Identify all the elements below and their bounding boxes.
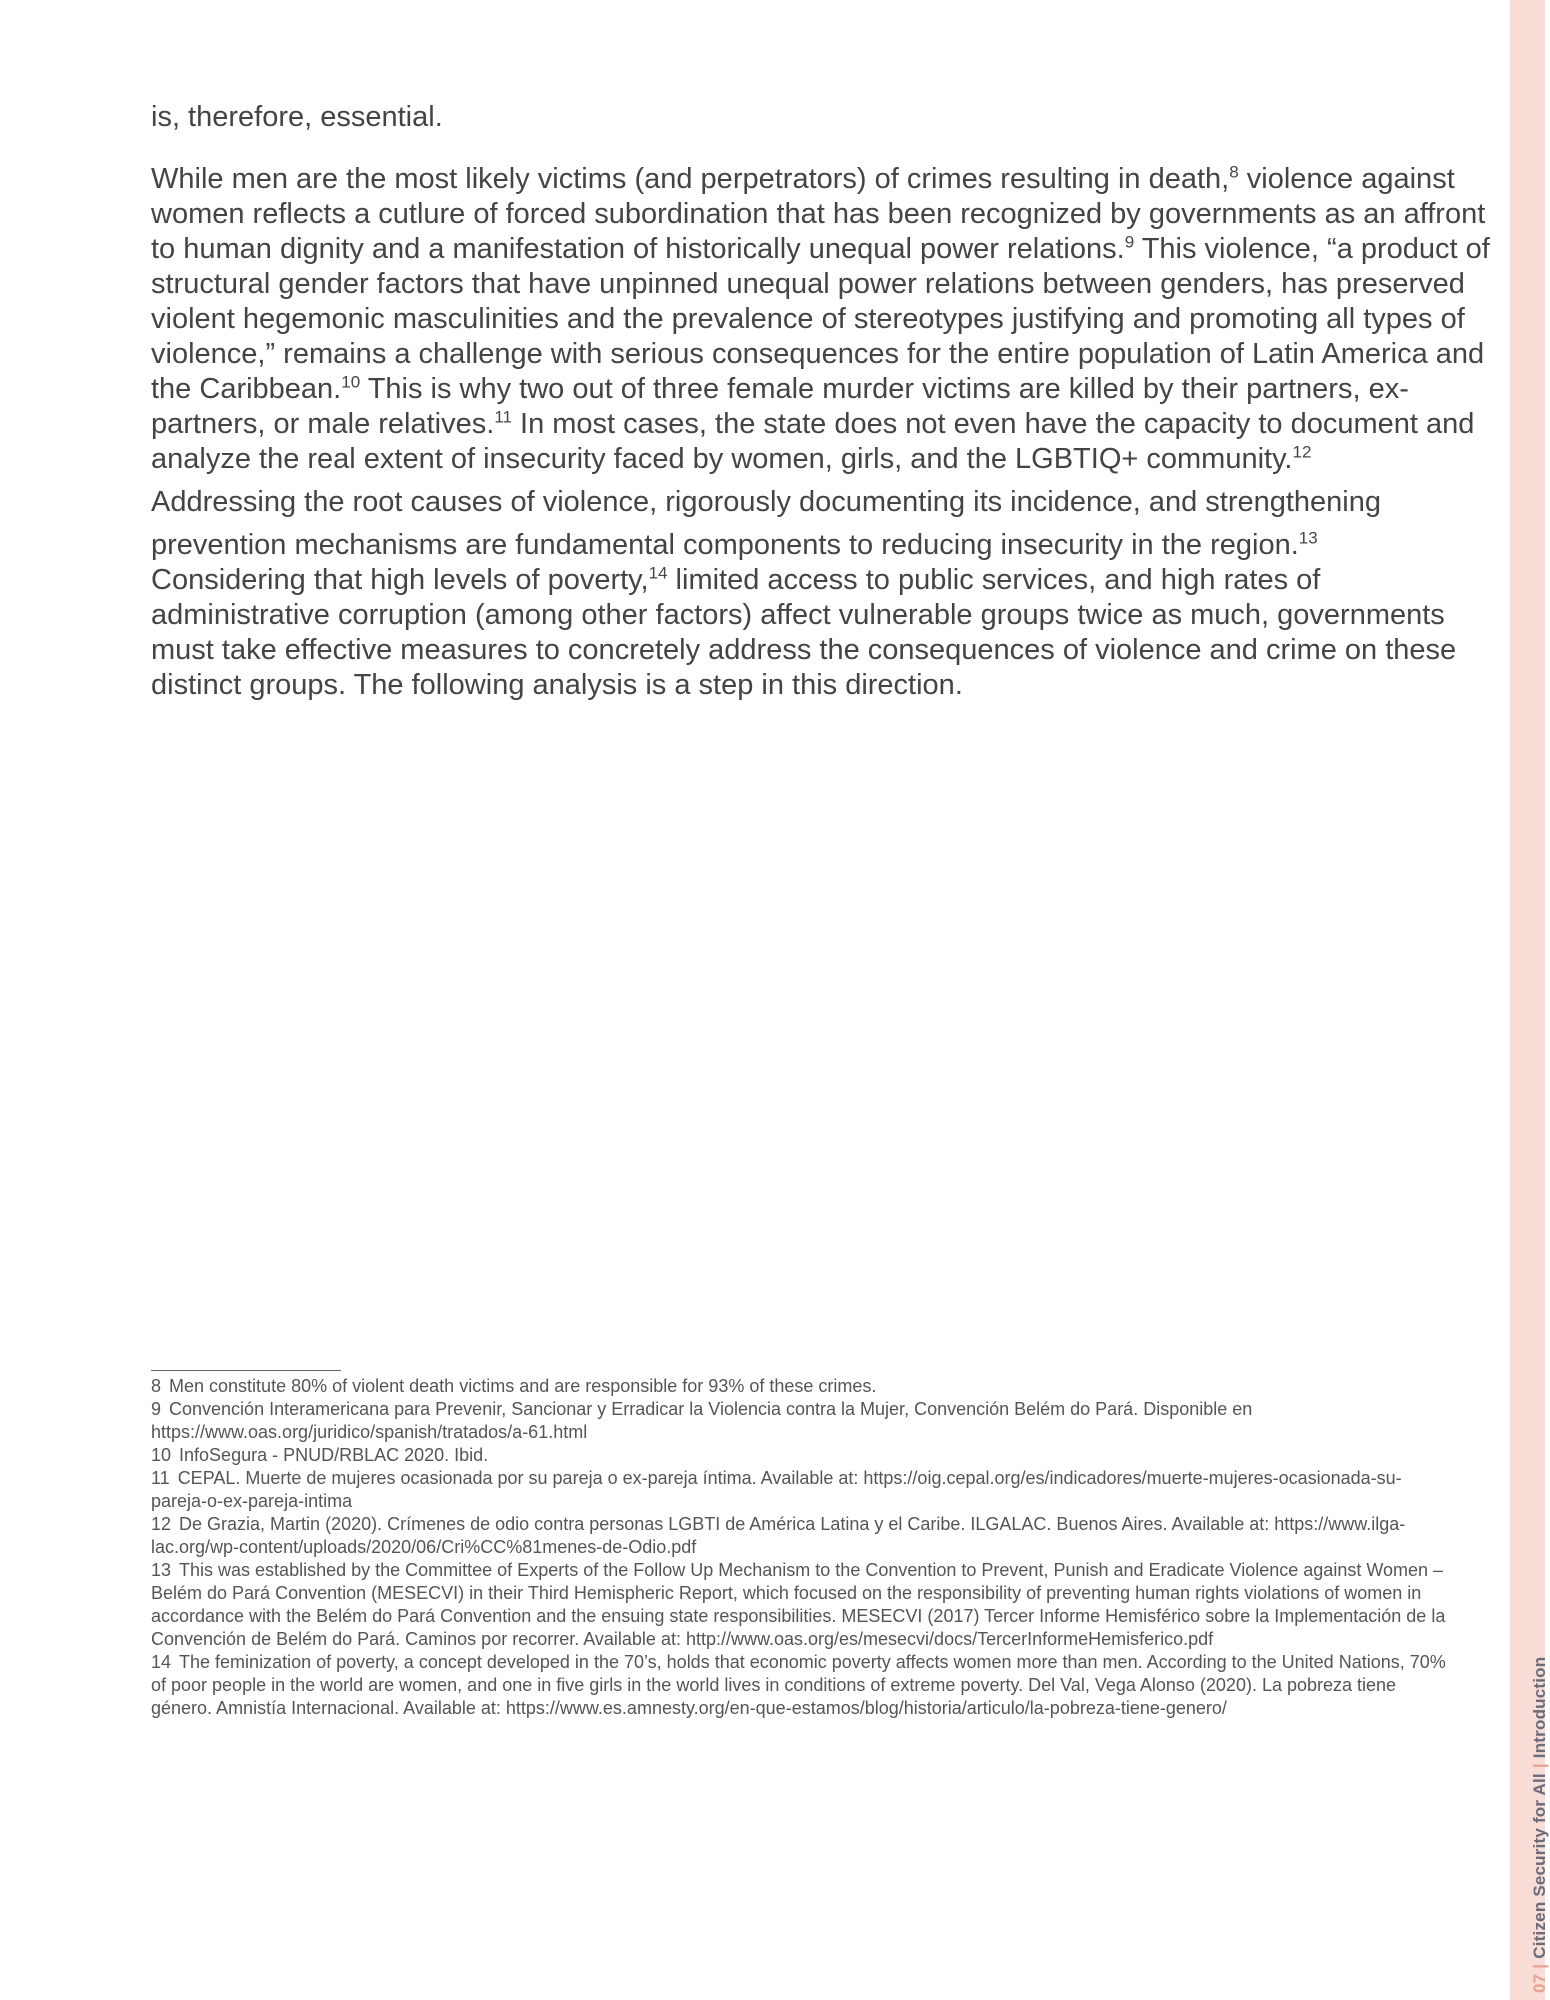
text-run: limited access to public services, and high rates of administrative corruption (among other factors) affect vulnerable groups twice as much, governments must take effective measures to concretely address the consequences of violence and crime on these distinct groups. The following analysis is a step in this direction.: [151, 564, 1457, 701]
footnote-8: [151, 1375, 1451, 1398]
footnote-text: CEPAL. Muerte de mujeres ocasionada por su pareja o ex-pareja íntima. Available at: https://oig.cepal.org/es/indicadores/muerte-mujeres-ocasionada-su-pareja-o-ex-pareja-intima: [151, 1468, 1402, 1511]
footnote-text: The feminization of poverty, a concept developed in the 70’s, holds that economic poverty affects women more than men. According to the United Nations, 70% of poor people in the world are women, and one in five girls in the world lives in conditions of extreme poverty. Del Val, Vega Alonso (2020). La pobreza tiene género. Amnistía Internacional. Available at: https://www.es.amnesty.org/en-que-estamos/blog/historia/articulo/la-pobreza-tiene-genero/: [151, 1652, 1446, 1718]
footnote-ref-9[interactable]: 9: [1124, 232, 1135, 252]
footnote-ref-11[interactable]: 11: [494, 407, 512, 427]
paragraph-root-causes: [151, 528, 1506, 703]
text-run: Considering that high levels of poverty,: [151, 564, 649, 596]
footnote-divider: [151, 1370, 341, 1371]
footnote-text: De Grazia, Martin (2020). Crímenes de odio contra personas LGBTI de América Latina y el Caribe. ILGALAC. Buenos Aires. Available at: https://www.ilga-lac.org/wp-content/uploads/2020/06/Cri%CC%81menes-de-Odio.pdf: [151, 1514, 1406, 1557]
footnote-ref-13[interactable]: 13: [1298, 528, 1318, 548]
footnote-11: [151, 1467, 1451, 1513]
separator: |: [1530, 1963, 1549, 1969]
footnote-ref-14[interactable]: 14: [648, 563, 668, 583]
paragraph-root-causes-line1: Addressing the root causes of violence, rigorously documenting its incidence, and strengthening: [151, 486, 1382, 518]
footnote-number: 14: [151, 1652, 172, 1672]
text-run: violence against women reflects a cutlure of forced subordination that has been recognized by governments as an affront to human dignity and a manifestation of historically unequal power relations.: [151, 163, 1486, 265]
footnote-number: 13: [151, 1560, 172, 1580]
footnote-text: Convención Interamericana para Prevenir, Sancionar y Erradicar la Violencia contra la Mujer, Convención Belém do Pará. Disponible en https://www.oas.org/juridico/spanish/tratados/a-61.html: [151, 1399, 1253, 1442]
separator: |: [1530, 1763, 1549, 1769]
footnote-12: [151, 1513, 1451, 1559]
footnote-14: [151, 1651, 1451, 1720]
footnote-10: [151, 1444, 1451, 1467]
footnote-ref-8[interactable]: 8: [1229, 162, 1239, 182]
footnotes-section: [151, 1370, 1451, 1720]
footnote-ref-10[interactable]: 10: [341, 372, 361, 392]
footnote-text: Men constitute 80% of violent death victims and are responsible for 93% of these crimes.: [169, 1376, 877, 1396]
footnote-text: This was established by the Committee of Experts of the Follow Up Mechanism to the Convention to Prevent, Punish and Eradicate Violence against Women – Belém do Pará Convention (MESECVI) in their Third Hemispheric Report, which focused on the responsibility of preventing human rights violations of women in accordance with the Belém do Pará Convention and the ensuing state responsibilities. MESECVI (2017) Tercer Informe Hemisférico sobre la Implementación de la Convención de Belém do Pará. Caminos por recorrer. Available at: http://www.oas.org/es/mesecvi/docs/TercerInformeHemisferico.pdf: [151, 1560, 1446, 1649]
text-run: This violence, “a product of structural gender factors that have unpinned unequal power relations between genders, has preserved violent hegemonic masculinities and the prevalence of stereotypes justifying and promoting all types of violence,” remains a challenge with serious consequences for the entire population of Latin America and the Caribbean.: [151, 233, 1490, 405]
footnote-text: InfoSegura - PNUD/RBLAC 2020. Ibid.: [179, 1445, 489, 1465]
footnote-number: 8: [151, 1376, 162, 1396]
text-run: This is why two out of three female murder victims are killed by their partners, ex-partners, or male relatives.: [151, 373, 1409, 440]
footnote-number: 11: [151, 1468, 170, 1488]
paragraph-intro: is, therefore, essential.: [151, 101, 443, 133]
footnote-ref-12[interactable]: 12: [1292, 442, 1312, 462]
page-number: 07: [1530, 1973, 1549, 1993]
text-run: In most cases, the state does not even have the capacity to document and analyze the real extent of insecurity faced by women, girls, and the LGBTIQ+ community.: [151, 408, 1475, 475]
text-run: prevention mechanisms are fundamental components to reducing insecurity in the region.: [151, 529, 1299, 561]
text-run: While men are the most likely victims (and perpetrators) of crimes resulting in death,: [151, 163, 1230, 195]
document-title: Citizen Security for All: [1530, 1773, 1549, 1959]
section-title: Introduction: [1530, 1656, 1549, 1759]
footnote-13: [151, 1559, 1451, 1651]
main-text: [151, 100, 1506, 703]
footnote-number: 12: [151, 1514, 172, 1534]
footnote-number: 10: [151, 1445, 172, 1465]
running-header: [1530, 1657, 1550, 1993]
footnote-9: [151, 1398, 1451, 1444]
paragraph-violence-against-women: [151, 162, 1506, 477]
footnote-number: 9: [151, 1399, 162, 1419]
